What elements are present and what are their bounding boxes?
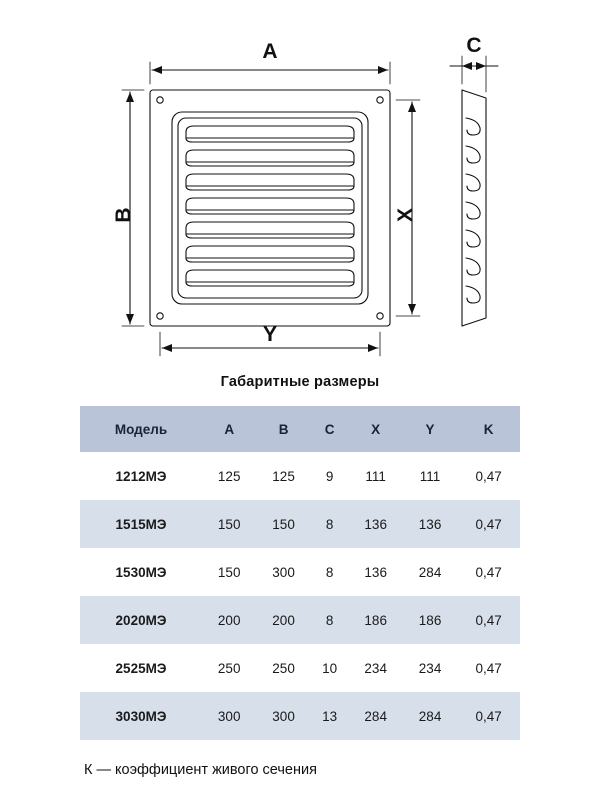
cell-y: 284 [403, 692, 457, 740]
dimension-c [450, 62, 498, 70]
side-blade-3 [466, 174, 480, 191]
dimension-label-y: Y [262, 323, 278, 346]
cell-y: 234 [403, 644, 457, 692]
cell-y: 186 [403, 596, 457, 644]
cell-b: 200 [256, 596, 310, 644]
dimension-label-a: A [262, 40, 278, 63]
dimension-label-c: C [466, 34, 482, 57]
louver-blade-5 [186, 222, 354, 238]
cell-b: 300 [256, 692, 310, 740]
cell-b: 150 [256, 500, 310, 548]
cell-a: 300 [202, 692, 256, 740]
cell-y: 136 [403, 500, 457, 548]
cell-model: 1212МЭ [80, 452, 202, 500]
cell-a: 150 [202, 500, 256, 548]
col-header-c: C [311, 406, 349, 452]
side-view [462, 90, 486, 326]
louver-blade-2 [186, 150, 354, 166]
cell-model: 1515МЭ [80, 500, 202, 548]
louver-blade-7 [186, 270, 354, 286]
footnote: К — коэффициент живого сечения [84, 762, 317, 778]
screw-hole-top-left [157, 97, 163, 103]
grille-inner-panel [172, 112, 368, 304]
cell-y: 111 [403, 452, 457, 500]
col-header-x: X [349, 406, 403, 452]
cell-c: 13 [311, 692, 349, 740]
cell-c: 9 [311, 452, 349, 500]
cell-a: 125 [202, 452, 256, 500]
cell-x: 284 [349, 692, 403, 740]
cell-a: 150 [202, 548, 256, 596]
cell-c: 8 [311, 596, 349, 644]
side-blade-1 [466, 118, 480, 135]
screw-hole-top-right [377, 97, 383, 103]
cell-c: 8 [311, 548, 349, 596]
cell-x: 111 [349, 452, 403, 500]
cell-a: 200 [202, 596, 256, 644]
table-caption: Габаритные размеры [220, 374, 380, 390]
table-row [80, 596, 520, 644]
louver-blade-3 [186, 174, 354, 190]
cell-x: 186 [349, 596, 403, 644]
col-header-a: A [202, 406, 256, 452]
cell-b: 250 [256, 644, 310, 692]
grille-inner-panel-edge [178, 118, 362, 298]
cell-a: 250 [202, 644, 256, 692]
screw-hole-bottom-right [377, 313, 383, 319]
cell-b: 300 [256, 548, 310, 596]
cell-c: 8 [311, 500, 349, 548]
side-blade-6 [466, 258, 480, 275]
witness-lines [122, 56, 486, 356]
col-header-model: Модель [80, 406, 202, 452]
side-blade-2 [466, 146, 480, 163]
screw-hole-bottom-left [157, 313, 163, 319]
side-view-outline [462, 90, 486, 326]
cell-k: 0,47 [457, 644, 520, 692]
cell-y: 284 [403, 548, 457, 596]
dimension-a [152, 66, 388, 74]
table-row [80, 692, 520, 740]
table-row [80, 644, 520, 692]
cell-c: 10 [311, 644, 349, 692]
col-header-k: K [457, 406, 520, 452]
technical-drawing [0, 0, 600, 370]
cell-k: 0,47 [457, 548, 520, 596]
cell-model: 2020МЭ [80, 596, 202, 644]
table-row [80, 452, 520, 500]
specs-table [80, 406, 520, 740]
cell-k: 0,47 [457, 692, 520, 740]
cell-k: 0,47 [457, 596, 520, 644]
louver-blade-6 [186, 246, 354, 262]
cell-x: 136 [349, 500, 403, 548]
drawing-svg [0, 0, 600, 370]
louver-blade-1 [186, 126, 354, 142]
side-blade-7 [466, 286, 480, 303]
dimension-label-b: B [112, 207, 135, 223]
table-row [80, 500, 520, 548]
cell-k: 0,47 [457, 452, 520, 500]
dimension-label-x: X [394, 207, 417, 223]
cell-x: 136 [349, 548, 403, 596]
cell-x: 234 [349, 644, 403, 692]
side-blade-4 [466, 202, 480, 219]
cell-model: 1530МЭ [80, 548, 202, 596]
cell-model: 2525МЭ [80, 644, 202, 692]
louver-blade-4 [186, 198, 354, 214]
side-blade-5 [466, 230, 480, 247]
cell-k: 0,47 [457, 500, 520, 548]
cell-b: 125 [256, 452, 310, 500]
cell-model: 3030МЭ [80, 692, 202, 740]
table-header-row [80, 406, 520, 452]
louver-blades [186, 126, 354, 286]
table-row [80, 548, 520, 596]
col-header-y: Y [403, 406, 457, 452]
col-header-b: B [256, 406, 310, 452]
specs-table-wrap [80, 406, 520, 740]
